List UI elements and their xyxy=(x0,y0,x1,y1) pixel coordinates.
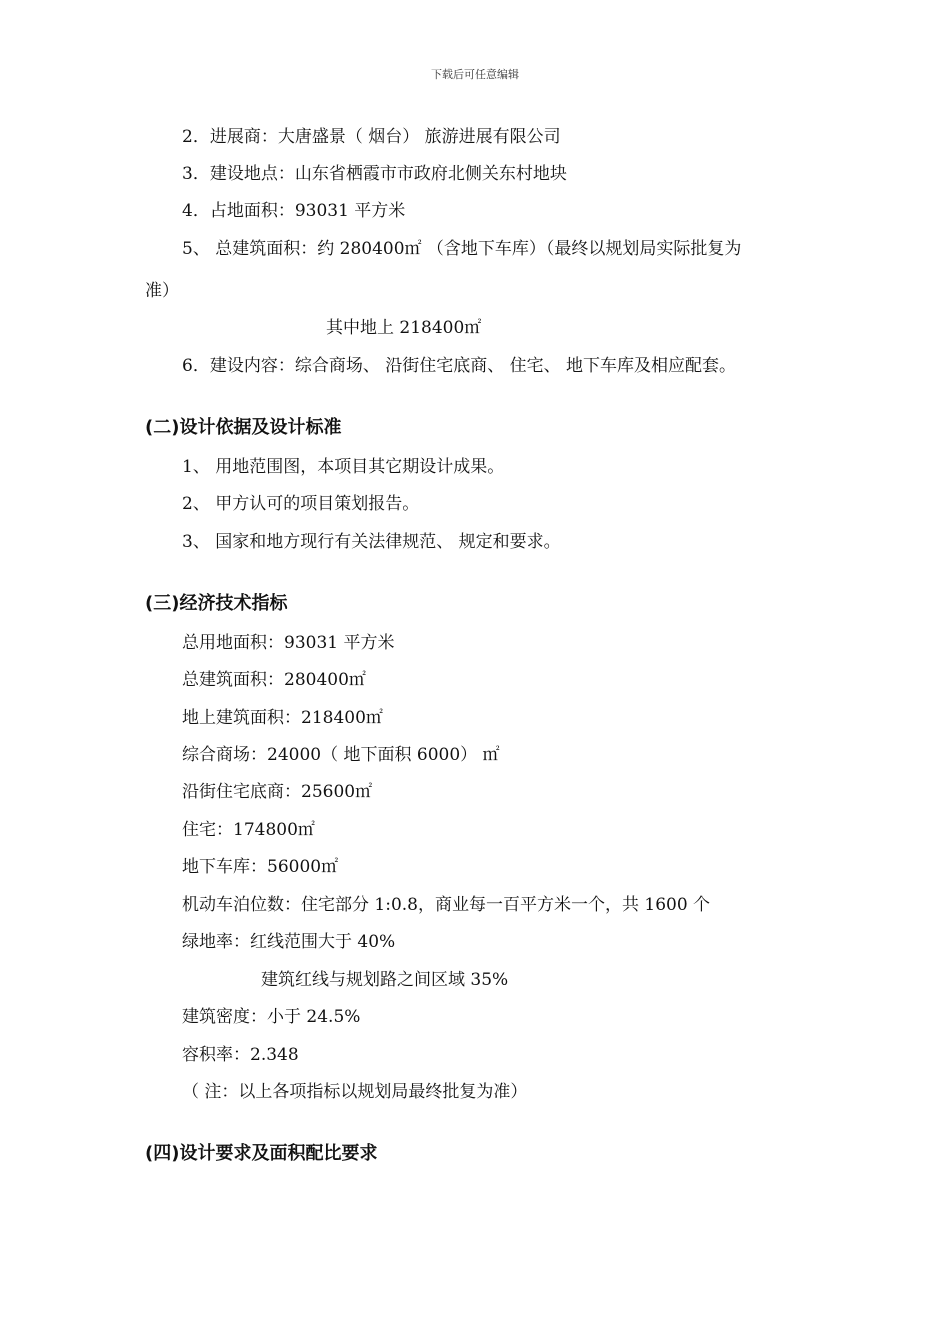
indicator-item: 总用地面积：93031 平方米 xyxy=(182,633,395,653)
page-header-note: 下载后可任意编辑 xyxy=(431,68,519,81)
indicator-item: 沿街住宅底商：25600㎡ xyxy=(182,782,373,802)
indicator-item: 建筑红线与规划路之间区域 35% xyxy=(261,970,509,990)
indicator-item: 综合商场：24000（ 地下面积 6000） ㎡ xyxy=(182,745,500,765)
indicator-item: 容积率：2.348 xyxy=(182,1045,299,1065)
indicator-item: 住宅：174800㎡ xyxy=(182,820,315,840)
indicator-item: 地下车库：56000㎡ xyxy=(182,857,339,877)
section-2-heading: (二)设计依据及设计标准 xyxy=(145,417,342,438)
total-area-line: 5、 总建筑面积：约 280400㎡ （含地下车库）（最终以规划局实际批复为 xyxy=(182,239,742,259)
developer-line: 2．进展商：大唐盛景（ 烟台） 旅游进展有限公司 xyxy=(182,127,561,147)
total-area-line-continuation: 准） xyxy=(145,281,179,301)
construction-content-line: 6．建设内容：综合商场、 沿街住宅底商、 住宅、 地下车库及相应配套。 xyxy=(182,356,737,376)
land-area-line: 4．占地面积：93031 平方米 xyxy=(182,201,406,221)
indicator-item: 绿地率：红线范围大于 40% xyxy=(182,932,396,952)
indicator-item: 总建筑面积：280400㎡ xyxy=(182,670,366,690)
section-3-heading: (三)经济技术指标 xyxy=(145,593,288,614)
indicator-item: 地上建筑面积：218400㎡ xyxy=(182,708,383,728)
basis-item: 1、 用地范围图，本项目其它期设计成果。 xyxy=(182,457,505,477)
above-ground-area-line: 其中地上 218400㎡ xyxy=(326,318,482,338)
section-4-heading: (四)设计要求及面积配比要求 xyxy=(145,1143,378,1164)
location-line: 3．建设地点：山东省栖霞市市政府北侧关东村地块 xyxy=(182,164,567,184)
basis-item: 2、 甲方认可的项目策划报告。 xyxy=(182,494,420,514)
indicator-item: 建筑密度：小于 24.5% xyxy=(182,1007,361,1027)
indicator-item: 机动车泊位数：住宅部分 1:0.8，商业每一百平方米一个，共 1600 个 xyxy=(182,895,711,915)
indicator-note: （ 注：以上各项指标以规划局最终批复为准） xyxy=(182,1082,528,1102)
basis-item: 3、 国家和地方现行有关法律规范、 规定和要求。 xyxy=(182,532,561,552)
